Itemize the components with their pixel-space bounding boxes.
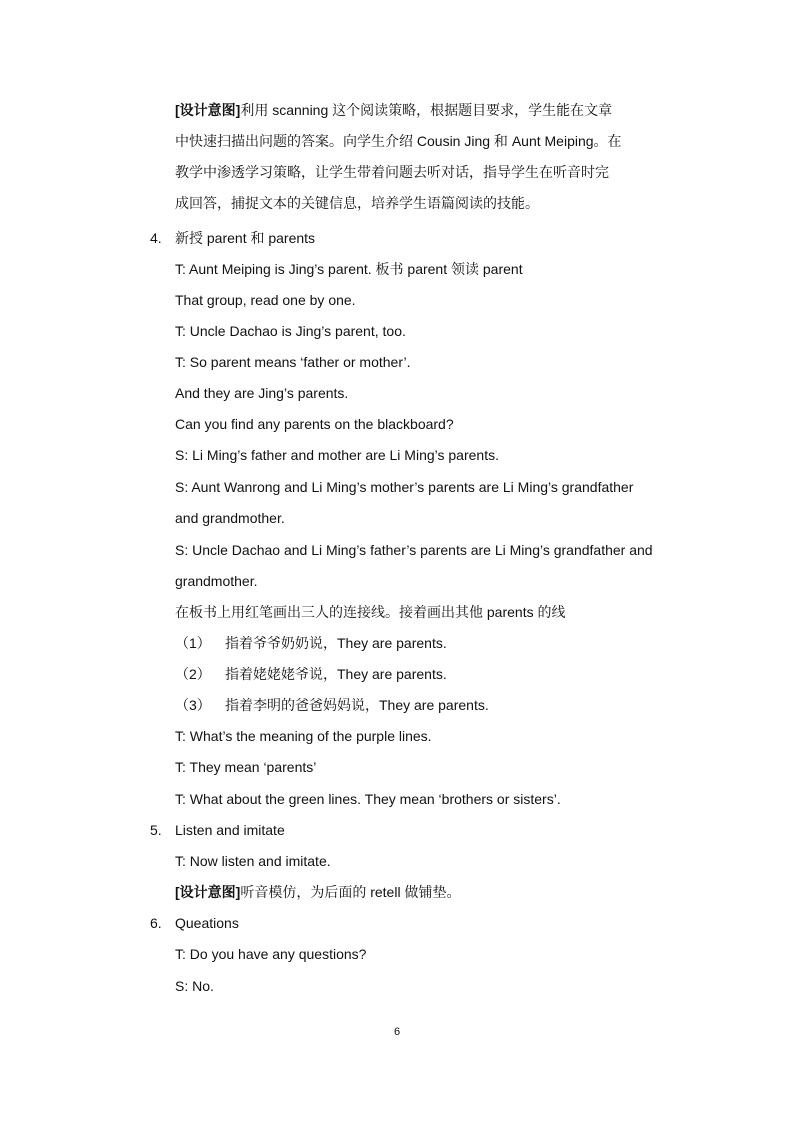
dialogue-line: T: Aunt Meiping is Jing’s parent. 板书 parent 领读 parent	[175, 261, 523, 277]
page-number: 6	[393, 1026, 401, 1038]
section-number: 6.	[150, 915, 162, 931]
sub-item	[175, 695, 489, 715]
sub-item-text: 指着李明的爸爸妈妈说，They are parents.	[225, 697, 489, 713]
dialogue-line: S: Li Ming’s father and mother are Li Ming’s parents.	[175, 447, 499, 463]
sub-item-number: （2）	[175, 666, 211, 682]
dialogue-line: and grandmother.	[175, 510, 285, 526]
section-title: 新授 parent 和 parents	[175, 230, 316, 246]
dialogue-line: T: They mean ‘parents’	[175, 759, 317, 775]
dialogue-line: S: Aunt Wanrong and Li Ming’s mother’s parents are Li Ming’s grandfather	[175, 479, 634, 495]
design-intent-text: 听音模仿，为后面的 retell 做铺垫。	[240, 884, 461, 900]
sub-item-text: 指着姥姥姥爷说，They are parents.	[225, 666, 447, 682]
design-intent-tag: [设计意图]	[175, 884, 241, 900]
paragraph-line: 中快速扫描出问题的答案。向学生介绍 Cousin Jing 和 Aunt Meiping。在	[175, 133, 622, 149]
dialogue-line: S: Uncle Dachao and Li Ming’s father’s parents are Li Ming’s grandfather and	[175, 542, 653, 558]
design-intent-text: 利用 scanning 这个阅读策略，根据题目要求，学生能在文章	[240, 102, 613, 118]
dialogue-line: T: What about the green lines. They mean ‘brothers or sisters’.	[175, 791, 561, 807]
dialogue-line: T: What’s the meaning of the purple lines.	[175, 728, 432, 744]
sub-item-number: （1）	[175, 635, 211, 651]
dialogue-line: Can you find any parents on the blackboard?	[175, 416, 454, 432]
sub-item	[175, 633, 447, 653]
dialogue-line: T: Uncle Dachao is Jing’s parent, too.	[175, 323, 406, 339]
dialogue-line: T: So parent means ‘father or mother’.	[175, 354, 411, 370]
dialogue-line: T: Do you have any questions?	[175, 946, 367, 962]
design-intent-line	[175, 100, 612, 120]
section-title: Listen and imitate	[175, 822, 285, 838]
design-intent-tag: [设计意图]	[175, 102, 241, 118]
section-number: 5.	[150, 822, 162, 838]
sub-item-text: 指着爷爷奶奶说，They are parents.	[225, 635, 447, 651]
dialogue-line: And they are Jing’s parents.	[175, 385, 349, 401]
paragraph-line: 教学中渗透学习策略，让学生带着问题去听对话，指导学生在听音时完	[175, 164, 609, 180]
section-title: Queations	[175, 915, 239, 931]
dialogue-line: T: Now listen and imitate.	[175, 853, 331, 869]
dialogue-line: grandmother.	[175, 573, 258, 589]
section-number: 4.	[150, 230, 162, 246]
sub-item	[175, 664, 447, 684]
dialogue-line: That group, read one by one.	[175, 292, 356, 308]
instruction-line: 在板书上用红笔画出三人的连接线。接着画出其他 parents 的线	[175, 604, 566, 620]
sub-item-number: （3）	[175, 697, 211, 713]
dialogue-line: S: No.	[175, 978, 214, 994]
design-intent-line	[175, 882, 460, 902]
paragraph-line: 成回答，捕捉文本的关键信息，培养学生语篇阅读的技能。	[175, 195, 539, 211]
